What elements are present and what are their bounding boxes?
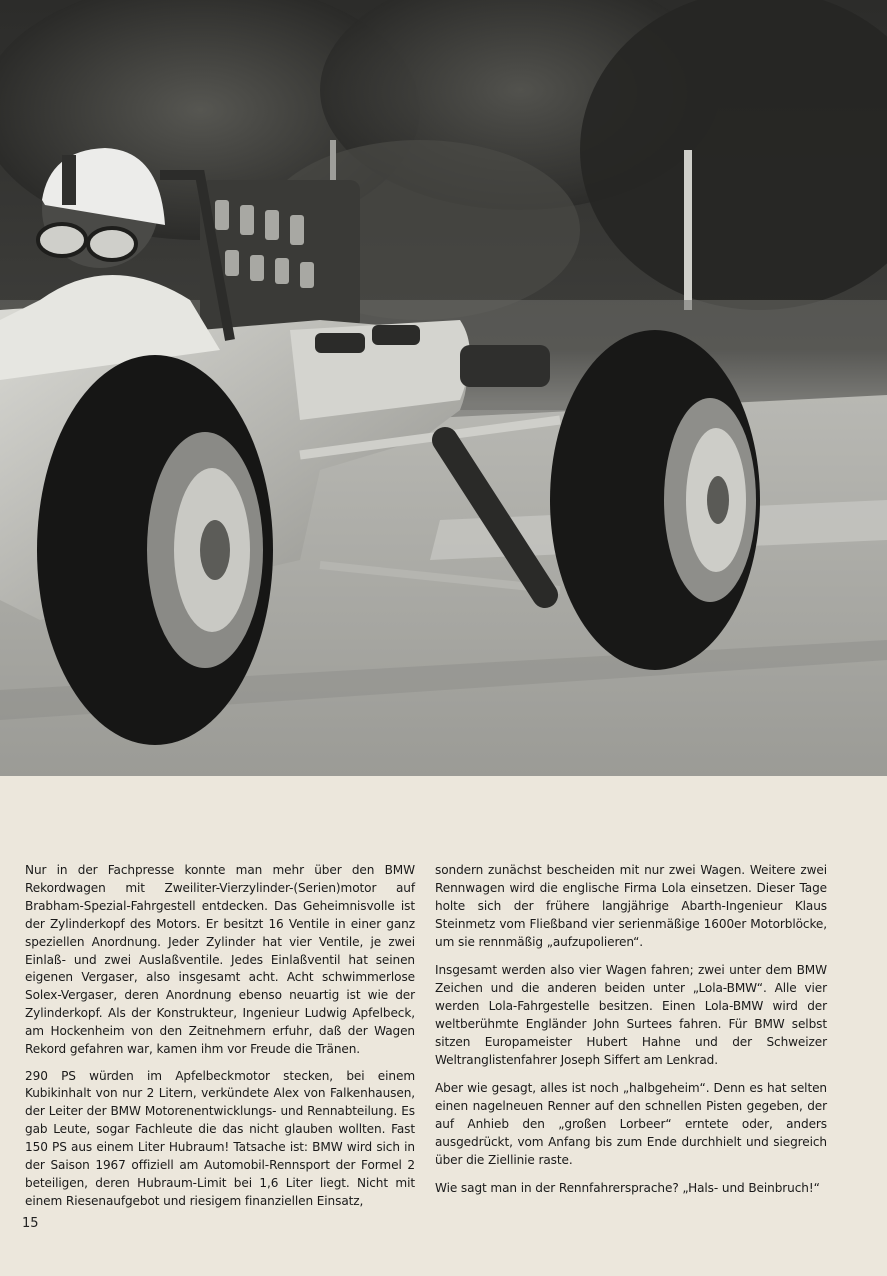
article-right-column <box>435 862 827 1208</box>
paragraph: Wie sagt man in der Rennfahrersprache? „Hals- und Beinbruch!“ <box>435 1181 820 1195</box>
paragraph: Insgesamt werden also vier Wagen fahren; zwei unter dem BMW Zeichen und die anderen beiden unter „Lola-BMW“. Alle vier werden Lola-Fahrgestelle besitzen. Einen Lola-BMW wird der weltberühmte Engländer John Surtees fahren. Für BMW selbst sitzen Europameister Hubert Hahne und der Schweizer Weltranglistenfahrer Joseph Siffert am Lenkrad. <box>435 963 827 1067</box>
page-number: 15 <box>22 1216 39 1231</box>
paragraph: Aber wie gesagt, alles ist noch „halbgeheim“. Denn es hat selten einen nagelneuen Renner auf den schnellen Pisten gegeben, der auf Anhieb den „großen Lorbeer“ erntete oder, anders ausgedrückt, vom Anfang bis zum Ende durchhielt und siegreich über die Ziellinie raste. <box>435 1080 827 1167</box>
article-left-column <box>25 862 415 1219</box>
paragraph: 290 PS würden im Apfelbeckmotor stecken, bei einem Kubikinhalt von nur 2 Litern, verkündete Alex von Falkenhausen, der Leiter der BMW Motorenentwicklungs- und Rennabteilung. Es gab Leute, sogar Fachleute die das nicht glauben wollten. Fast 150 PS aus einem Liter Hubraum! Tatsache ist: BMW wird sich in der Saison 1967 offiziell am Automobil-Rennsport der Formel 2 beteiligen, deren Hubraum-Limit bei 1,6 Liter liegt. Nicht mit einem Riesenaufgebot und riesigem finanziellen Einsatz, <box>25 1068 415 1208</box>
paragraph: sondern zunächst bescheiden mit nur zwei Wagen. Weitere zwei Rennwagen wird die englische Firma Lola einsetzen. Dieser Tage holte sich der frühere langjährige Abarth-Ingenieur Klaus Steinmetz vom Fließband vier serienmäßige 1600er Motorblöcke, um sie rennmäßig „aufzupolieren“. <box>435 863 827 949</box>
paragraph: Nur in der Fachpresse konnte man mehr über den BMW Rekordwagen mit Zweiliter-Vierzylinder-(Serien)motor auf Brabham-Spezial-Fahrgestell entdecken. Das Geheimnisvolle ist der Zylinderkopf des Motors. Er besitzt 16 Ventile in einer ganz speziellen Anordnung. Jeder Zylinder hat vier Ventile, je zwei Einlaß- und zwei Auslaßventile. Jedes Einlaßventil hat seinen eigenen Vergaser, also insgesamt acht. Acht schwimmerlose Solex-Vergaser, deren Anordnung ebenso neuartig ist wie der Zylinderkopf. Als der Konstrukteur, Ingenieur Ludwig Apfelbeck, am Hockenheim von den Zeitnehmern erfuhr, daß der Wagen Rekord gefahren war, kamen ihm vor Freude die Tränen. <box>25 863 415 1057</box>
